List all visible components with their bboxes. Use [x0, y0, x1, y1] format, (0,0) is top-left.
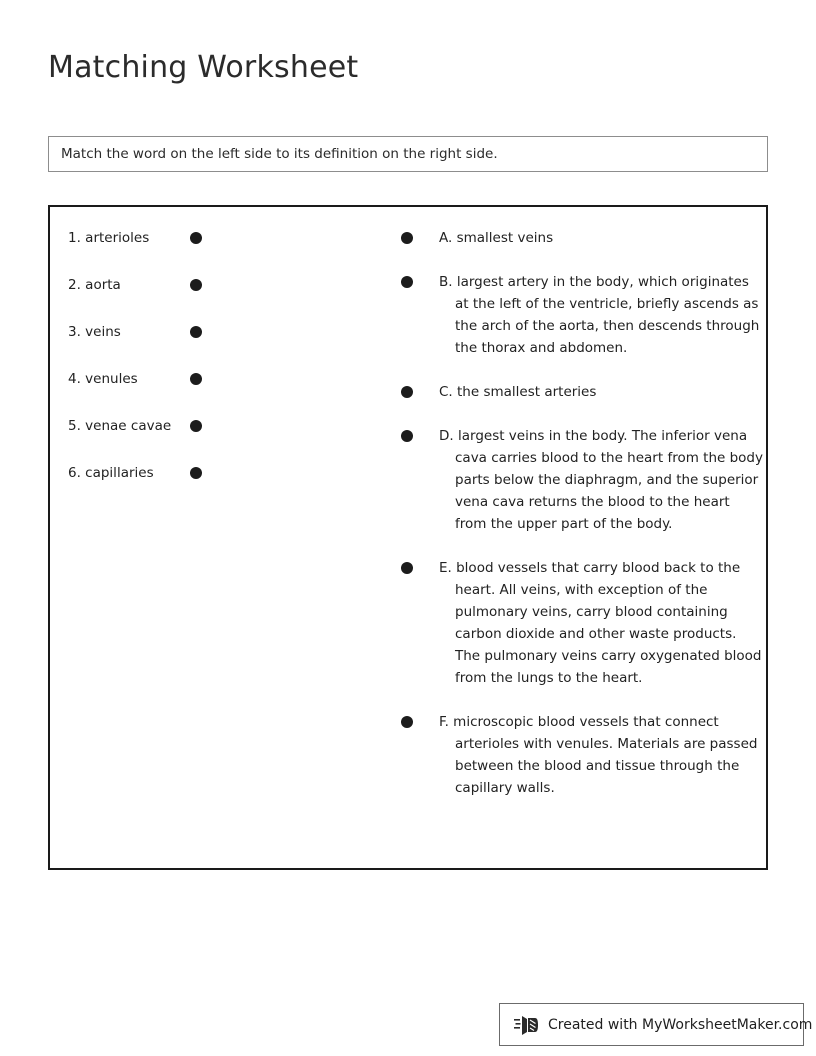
instructions-box — [48, 136, 768, 172]
term-label: 6. capillaries — [68, 465, 154, 481]
definition-row — [401, 425, 763, 535]
definition-label: C. the smallest arteries — [439, 384, 597, 400]
term-label: 3. veins — [68, 324, 121, 340]
definition-connector-dot[interactable] — [401, 276, 413, 288]
footer-attribution-badge[interactable] — [499, 1003, 813, 1046]
definition-row — [401, 557, 762, 689]
definition-row — [401, 271, 760, 359]
definition-label: B. largest artery in the body, which originates at the left of the ventricle, briefly ascends as the arch of the aorta, then descends through the thorax and abdomen. — [439, 274, 760, 356]
definition-row — [401, 381, 751, 403]
term-label: 2. aorta — [68, 277, 121, 293]
definition-label: E. blood vessels that carry blood back to the heart. All veins, with exception of the pulmonary veins, carry blood containing carbon dioxide and other waste products. The pulmonary veins carry oxygenated blood from the lungs to the heart. — [439, 560, 762, 686]
matching-exercise-box — [48, 205, 768, 870]
term-connector-dot[interactable] — [190, 373, 202, 385]
term-row — [64, 368, 264, 390]
definition-connector-dot[interactable] — [401, 430, 413, 442]
term-label: 1. arterioles — [68, 230, 150, 246]
definition-connector-dot[interactable] — [401, 562, 413, 574]
page-title: Matching Worksheet — [48, 50, 359, 85]
definition-row — [401, 227, 751, 249]
term-row — [64, 321, 264, 343]
term-connector-dot[interactable] — [190, 279, 202, 291]
term-label: 5. venae cavae — [68, 418, 172, 434]
definition-label: D. largest veins in the body. The inferior vena cava carries blood to the heart from the body parts below the diaphragm, and the superior vena cava returns the blood to the heart from the upper part of the body. — [439, 428, 763, 532]
term-connector-dot[interactable] — [190, 420, 202, 432]
term-row — [64, 274, 264, 296]
definition-label: A. smallest veins — [439, 230, 554, 246]
term-row — [64, 415, 264, 437]
term-connector-dot[interactable] — [190, 326, 202, 338]
instructions-text: Match the word on the left side to its definition on the right side. — [61, 146, 498, 162]
term-connector-dot[interactable] — [190, 232, 202, 244]
term-label: 4. venules — [68, 371, 138, 387]
definition-connector-dot[interactable] — [401, 386, 413, 398]
term-row — [64, 462, 264, 484]
definition-connector-dot[interactable] — [401, 232, 413, 244]
definition-row — [401, 711, 758, 799]
term-row — [64, 227, 264, 249]
term-connector-dot[interactable] — [190, 467, 202, 479]
matching-columns — [50, 207, 766, 868]
definition-label: F. microscopic blood vessels that connect arterioles with venules. Materials are passed between the blood and tissue through the capillary walls. — [439, 714, 758, 796]
worksheet-maker-logo-icon — [514, 1013, 540, 1037]
definitions-column — [401, 227, 763, 799]
footer-attribution-text: Created with MyWorksheetMaker.com — [548, 1016, 813, 1033]
terms-column — [64, 227, 264, 484]
definition-connector-dot[interactable] — [401, 716, 413, 728]
